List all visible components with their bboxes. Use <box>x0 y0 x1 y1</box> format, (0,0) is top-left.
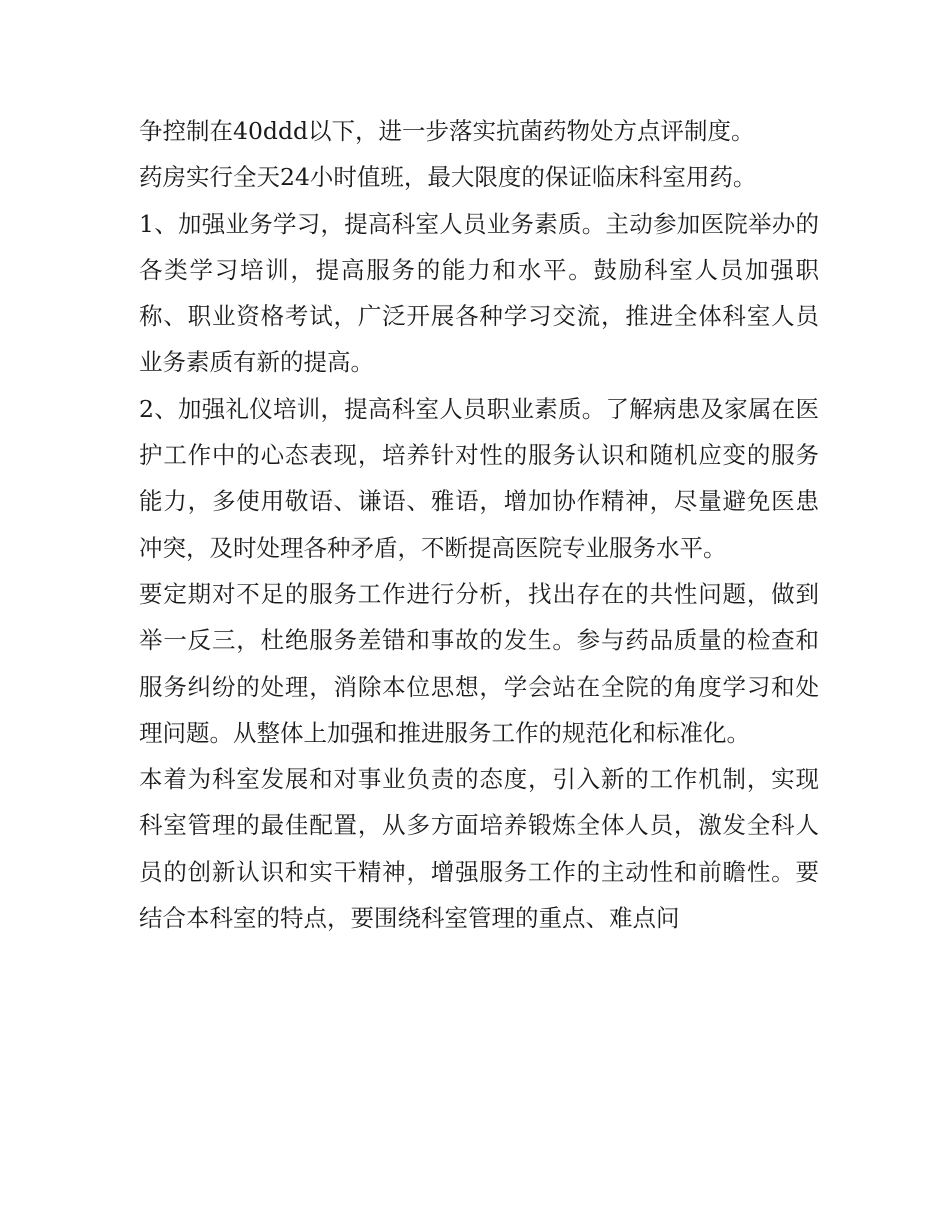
paragraph-1: 争控制在40ddd以下，进一步落实抗菌药物处方点评制度。 <box>139 117 755 145</box>
document-body <box>139 108 819 941</box>
paragraph-3: 1、加强业务学习，提高科室人员业务素质。主动参加医院举办的各类学习培训，提高服务的能力和水平。鼓励科室人员加强职称、职业资格考试，广泛开展各种学习交流，推进全体科室人员业务素质有新的提高。 <box>139 209 819 377</box>
paragraph-6: 本着为科室发展和对事业负责的态度，引入新的工作机制，实现科室管理的最佳配置，从多方面培养锻炼全体人员，激发全科人员的创新认识和实干精神，增强服务工作的主动性和前瞻性。要结合本科室的特点，要围绕科室管理的重点、难点问 <box>139 765 819 933</box>
paragraph-2: 药房实行全天24小时值班，最大限度的保证临床科室用药。 <box>139 163 757 192</box>
paragraph-4: 2、加强礼仪培训，提高科室人员职业素质。了解病患及家属在医护工作中的心态表现，培养针对性的服务认识和随机应变的服务能力，多使用敬语、谦语、雅语，增加协作精神，尽量避免医患冲突，及时处理各种矛盾，不断提高医院专业服务水平。 <box>139 394 819 562</box>
paragraph-5: 要定期对不足的服务工作进行分析，找出存在的共性问题，做到举一反三，杜绝服务差错和事故的发生。参与药品质量的检查和服务纠纷的处理，消除本位思想，学会站在全院的角度学习和处理问题。从整体上加强和推进服务工作的规范化和标准化。 <box>139 579 819 747</box>
